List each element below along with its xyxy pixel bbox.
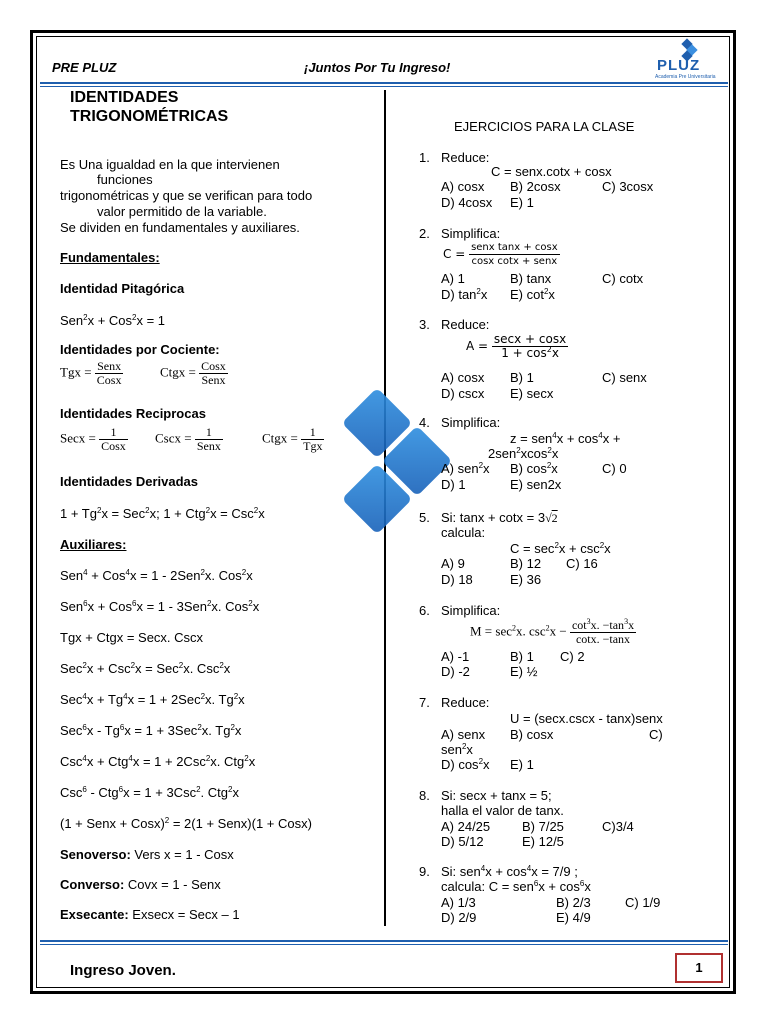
option-a: A) 24/25 [441,819,491,834]
exercise-verb: calcula: [441,525,486,540]
exercise-equation: U = (secx.cscx - tanx)senx [510,711,663,726]
option-d: D) -2 [441,664,470,679]
intro-line: funciones [97,172,153,187]
exercise-number: 3. [419,317,430,332]
logo-brand: PLUZ [657,57,701,74]
formula-aux-3: Tgx + Ctgx = Secx. Cscx [60,630,204,645]
option-d: D) 5/12 [441,834,484,849]
option-e: E) sen2x [510,477,562,492]
option-e: E) $\cot^2x$ [510,287,555,302]
option-c: C) 3cosx [602,179,654,194]
formula-ctgx-recip: Ctgx = $\frac{1}{\text{Tgx}}$ [262,425,323,453]
option-b: B) 1 [510,370,534,385]
option-a: A) 9 [441,556,465,571]
exercise-equation: $z = sen^4x + \cos^4x$ + [510,431,621,446]
exsecante: Exsecante: Exsecx = Secx – 1 [60,907,240,922]
exercise-verb: Reduce: [441,150,490,165]
footer-rule-thin [40,944,728,945]
section-auxiliares: Auxiliares: [60,537,127,552]
footer-title: Ingreso Joven. [70,962,176,979]
formula-aux-9: (1 + Senx + Cosx)$^2$ = 2(1 + Senx)(1 + Cosx) [60,816,312,831]
header-slogan: ¡Juntos Por Tu Ingreso! [304,60,451,75]
section-reciprocas: Identidades Reciprocas [60,406,206,421]
option-b: B) 2/3 [556,895,591,910]
intro-line: valor permitido de la variable. [97,204,267,219]
option-e: E) 1 [510,195,534,210]
option-d: D) $\cos^2x$ [441,757,490,772]
exercise-number: 2. [419,226,430,241]
exercise-number: 4. [419,415,430,430]
option-d: D) 18 [441,572,473,587]
option-e: E) secx [510,386,554,401]
formula-aux-7: Csc$^4$x + Ctg$^4$x = 1 + 2Csc$^2$x. Ctg$^2$x [60,754,256,769]
header-brand: PRE PLUZ [52,60,117,75]
option-d: D) cscx [441,386,485,401]
formula-aux-4: Sec$^2$x + Csc$^2$x = Sec$^2$x. Csc$^2$x [60,661,231,676]
exercise-condition: Si: secx + tanx = 5; [441,788,552,803]
option-b: B) tanx [510,271,552,286]
exercise-verb: Simplifica: [441,415,501,430]
formula-aux-2: Sen$^6$x + Cos$^6$x = 1 - 3Sen$^2$x. Cos$^2$x [60,599,260,614]
formula-tgx: Tgx = $\frac{\text{Senx}}{\text{Cosx}}$ [60,359,122,387]
converso: Converso: Covx = 1 - Senx [60,877,221,892]
exercise-equation: A = $\frac{\sec x + \cos x}{1 + \cos^2x}$ [466,332,567,360]
intro-line: trigonométricas y que se verifican para todo [60,188,313,203]
formula-secx: Secx = $\frac{1}{\text{Cosx}}$ [60,425,126,453]
option-e: E) 1 [510,757,534,772]
option-c: C)3/4 [602,819,634,834]
option-c: C) senx [602,370,647,385]
exercise-condition: Si: tanx + cotx = 3√2 [441,510,558,525]
option-c: C) 0 [602,461,627,476]
option-e: E) 4/9 [556,910,591,925]
page-number: 1 [675,953,723,983]
senoverso: Senoverso: Vers x = 1 - Cosx [60,847,234,862]
exercise-condition: Si: $sen^4x + \cos^4x = 7/9$ ; [441,864,578,879]
formula-aux-6: $Sec^6x - Tg^6x = 1 + 3Sec^2x$. Tg$^2$x [60,723,242,738]
page-title: IDENTIDADES TRIGONOMÉTRICAS [70,89,229,125]
intro-line: Es Una igualdad en la que intervienen [60,157,280,172]
option-b: B) 12 [510,556,542,571]
logo-tagline: Academia Pre Universitaria [655,74,716,80]
exercises-heading: EJERCICIOS PARA LA CLASE [454,119,635,134]
section-fundamentales: Fundamentales: [60,250,160,265]
formula-pitagorica: Sen$^2$x + Cos$^2$x = 1 [60,313,166,328]
exercise-number: 7. [419,695,430,710]
option-c: C) [649,727,663,742]
header-rule-thin [40,86,728,87]
option-d: D) $\tan^2x$ [441,287,488,302]
exercise-verb: Simplifica: [441,226,501,241]
exercise-equation: C = senx.cotx + cosx [491,164,612,179]
option-a: A) cosx [441,370,485,385]
formula-aux-1: Sen$^4$ + Cos$^4$x = 1 - 2Sen$^2$x. Cos$^2$x [60,568,253,583]
option-b: B) 2cosx [510,179,561,194]
option-d: D) 2/9 [441,910,477,925]
footer-rule [40,940,728,942]
option-a: A) sen$^2$x [441,461,490,476]
formula-ctgx: Ctgx = $\frac{\text{Cosx}}{\text{Senx}}$ [160,359,226,387]
exercise-verb: Reduce: [441,317,490,332]
exercise-verb: Reduce: [441,695,490,710]
section-cociente: Identidades por Cociente: [60,342,220,357]
formula-aux-5: $Sec^4x + Tg^4x = 1 + 2Sec^2x$. Tg$^2$x [60,692,245,707]
exercise-number: 9. [419,864,430,879]
header-rule [40,82,728,84]
section-derivadas: Identidades Derivadas [60,474,198,489]
intro-line: Se dividen en fundamentales y auxiliares. [60,220,300,235]
option-b: B) 7/25 [522,819,564,834]
option-b: B) $\cos^2x$ [510,461,558,476]
option-c: C) 2 [560,649,585,664]
section-pitagorica: Identidad Pitagórica [60,281,185,296]
option-d: D) 4cosx [441,195,493,210]
exercise-equation: C = $\frac{\text{senx tanx + cosx}}{\text{cosx cotx + senx}}$ [443,242,558,267]
option-c: C) 16 [566,556,598,571]
formula-derivadas: $1 + Tg^2x = Sec^2x$; 1 + Ctg$^2$x = Csc$^2$x [60,506,265,521]
pluz-logo [653,38,733,80]
exercise-number: 1. [419,150,430,165]
exercise-number: 6. [419,603,430,618]
option-e: E) 36 [510,572,542,587]
option-a: A) senx [441,727,486,742]
option-b: B) 1 [510,649,534,664]
option-e: E) 12/5 [522,834,564,849]
exercise-number: 8. [419,788,430,803]
exercise-verb: halla el valor de tanx. [441,803,564,818]
exercise-equation: $M = \sec^2x$. $\csc^2x$ − $\frac{\cot^3x. -\tan^3x}{\cot x. -\tan x}$ [470,617,635,646]
formula-cscx: Cscx = $\frac{1}{\text{Senx}}$ [155,425,221,453]
option-a: A) 1 [441,271,465,286]
option-c-cont: sen$^2$x [441,742,473,757]
option-b: B) cosx [510,727,554,742]
option-e: E) ½ [510,664,538,679]
formula-aux-8: Csc$^6$ - Ctg$^6$x = 1 + 3Csc$^2$. Ctg$^2$x [60,785,239,800]
option-c: C) cotx [602,271,644,286]
exercise-equation-cont: 2sen$^2$xcos$^2$x [488,446,559,461]
option-a: A) cosx [441,179,485,194]
exercise-number: 5. [419,510,430,525]
exercise-verb: Simplifica: [441,603,501,618]
exercise-equation: calcula: $C = sen^6x + \cos^6x$ [441,879,591,894]
option-c: C) 1/9 [625,895,661,910]
option-a: A) -1 [441,649,470,664]
exercise-equation: $C = \sec^2x + \csc^2x$ [510,541,611,556]
option-d: D) 1 [441,477,466,492]
option-a: A) 1/3 [441,895,476,910]
